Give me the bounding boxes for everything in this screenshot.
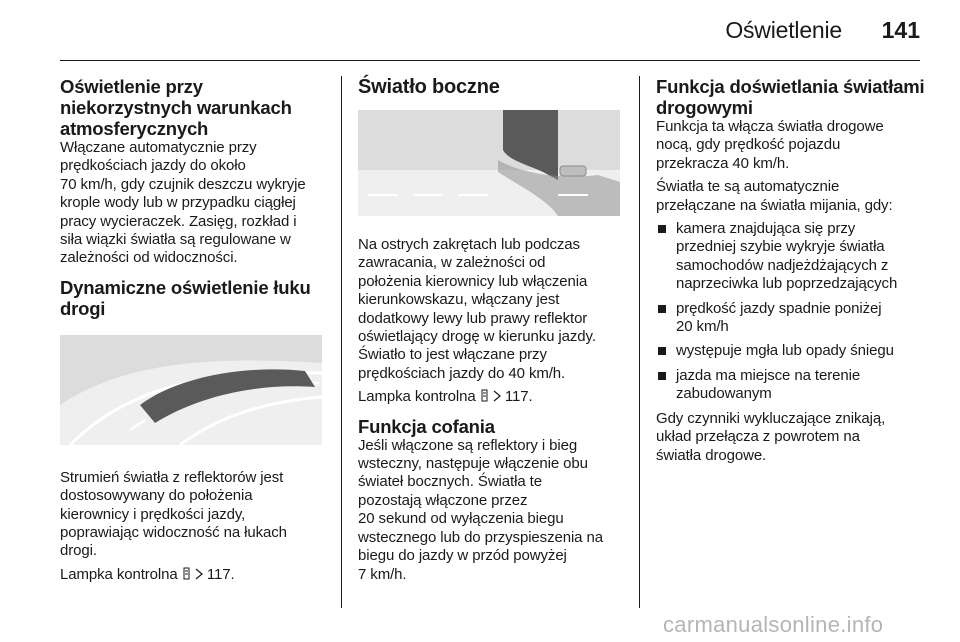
curve-light-illustration [60,335,322,445]
high-beam-lead: Światła te są automatycznie przełączane na światła mijania, gdy: [656,178,893,214]
section-title-reverse: Funkcja cofania [358,415,495,437]
list-item: prędkość jazdy spadnie poniżej 20 km/h [656,300,928,337]
header-divider [60,60,920,61]
page-ref-arrow-icon [493,390,501,402]
indicator-line [60,566,332,584]
headlight-indicator-icon [480,389,489,402]
headlight-indicator-icon [182,567,191,580]
list-item: jazda ma miejsce na terenie zabudowanym [656,367,928,404]
column-divider-right [639,76,640,608]
page-number: 141 [881,17,920,43]
section-body-reverse: Jeśli włączone są reflektory i bieg wsteczny, następuje włączenie obu świateł bocznych. Światła te pozostają włączone przez 20 sekund od wyłączenia biegu wstecznego lub do przyspieszenia na biegu do jazdy w przód powyżej 7 km/h. [358,436,603,583]
column-right [656,76,928,465]
column-divider-left [341,76,342,608]
column-middle [358,76,630,584]
section-body-side-light: Na ostrych zakrętach lub podczas zawracania, w zależności od położenia kierownicy lub włączenia kierunkowskazu, włączany jest dodatkowy lewy lub prawy reflektor oświetlający drogę w kierunku jazdy. Światło to jest włączane przy prędkościach jazdy do 40 km/h. [358,236,596,382]
bullet-square-icon [658,372,666,380]
side-light-illustration [358,110,620,216]
watermark: carmanualsonline.info [663,612,884,637]
page-header [0,0,960,62]
indicator-line-side [358,388,630,406]
section-title-adverse-weather: Oświetlenie przy niekorzystnych warunkach atmosferycznych [60,76,292,139]
list-item: kamera znajdująca się przy przedniej szybie wykryje światła samochodów nadjeżdżających z naprzeciwka lub poprzedzających [656,220,928,294]
section-title-dynamic-curve: Dynamiczne oświetlenie łuku drogi [60,276,311,319]
section-body-adverse-weather: Włączane automatycznie przy prędkościach jazdy do około 70 km/h, gdy czujnik deszczu wykryje krople wody lub w przypadku ciągłej pracy wycieraczek. Zasięg, rozkład i siła wiązki światła są regulowane w zależności od widoczności. [60,139,306,267]
page-ref-arrow-icon [195,568,203,580]
section-title-side-light: Światło boczne [358,76,500,98]
indicator-label-side: Lampka kontrolna [358,388,476,406]
high-beam-conditions-list [656,220,928,404]
column-left [60,76,332,584]
indicator-page-ref[interactable]: 117. [206,565,235,583]
bullet-square-icon [658,225,666,233]
bullet-square-icon [658,305,666,313]
indicator-label: Lampka kontrolna [60,565,178,583]
bullet-square-icon [658,347,666,355]
section-body-dynamic-curve: Strumień światła z reflektorów jest dostosowywany do położenia kierownicy i prędkości jazdy, poprawiając widoczność na łukach drogi. [60,468,287,560]
indicator-page-ref-side[interactable]: 117. [504,388,533,406]
section-title-high-beam-assist: Funkcja doświetlania światłami drogowymi [656,76,925,118]
list-item: występuje mgła lub opady śniegu [656,342,928,360]
high-beam-intro: Funkcja ta włącza światła drogowe nocą, gdy prędkość pojazdu przekracza 40 km/h. [656,118,884,172]
high-beam-closing: Gdy czynniki wykluczające znikają, układ przełącza z powrotem na światła drogowe. [656,409,886,464]
chapter-title: Oświetlenie [725,17,842,43]
